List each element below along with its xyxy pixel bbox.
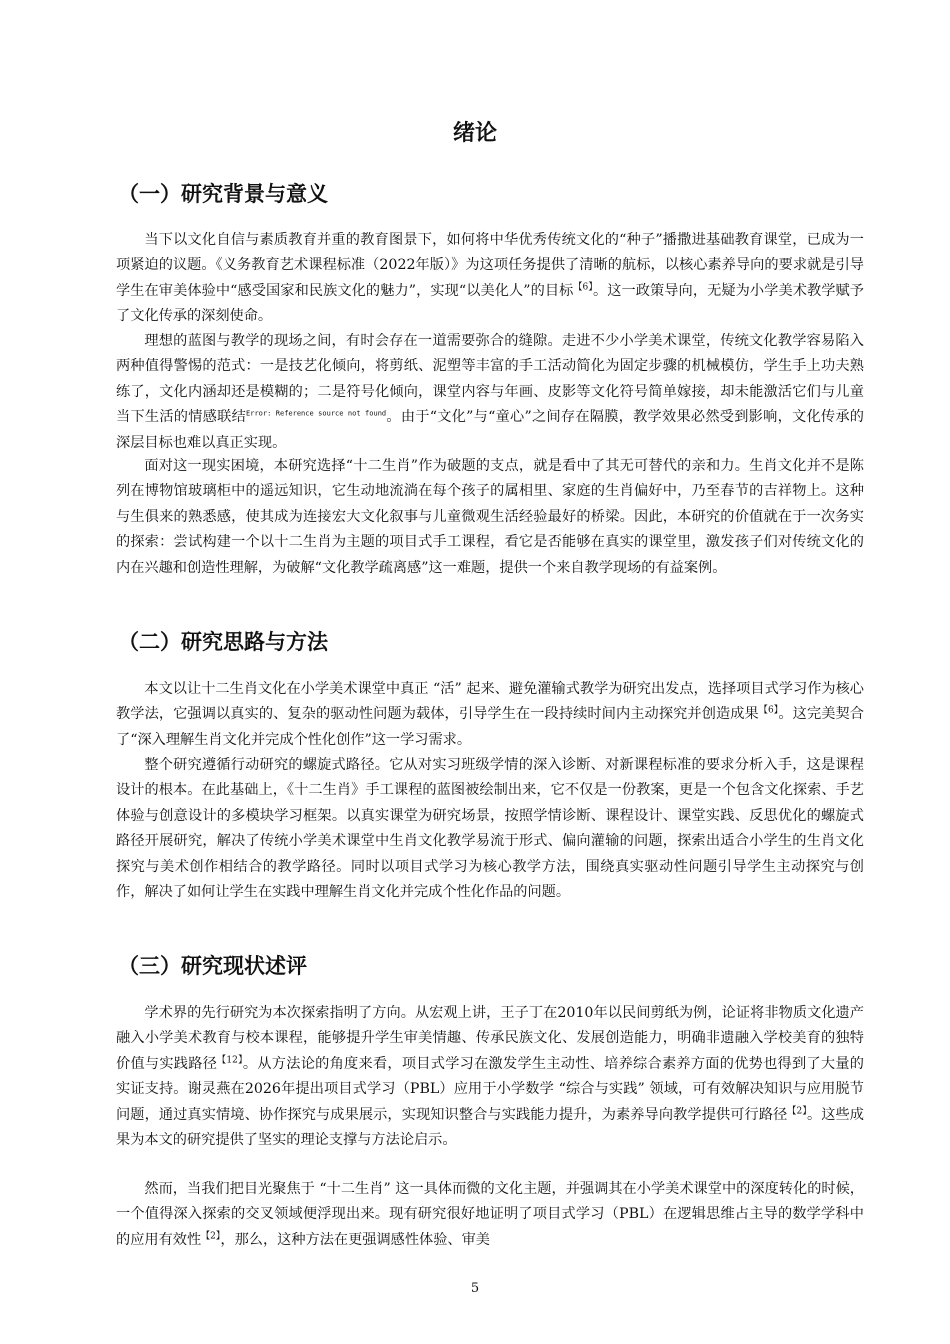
paragraph: [116, 753, 864, 905]
citation-marker: 【6】: [573, 282, 593, 293]
citation-marker: 【12】: [217, 1055, 243, 1066]
paragraph: [116, 677, 864, 753]
section-heading-review: （三）研究现状述评: [118, 954, 307, 978]
paragraph-text: 当下以文化自信与素质教育并重的教育图景下，如何将中华优秀传统文化的“种子”播撒进基础教育课堂，已成为一项紧迫的议题。《义务教育艺术课程标准（2022年版）》为这项任务提供了清晰的航标，以核心素养导向的要求就是引导学生在审美体验中“感受国家和民族文化的魅力”，实现“以美化人”的目标: [116, 232, 864, 299]
paragraph-text: 。这完美契合了“深入理解生肖文化并完成个性化创作”这一学习需求。: [116, 706, 864, 748]
section-heading-approach: （二）研究思路与方法: [118, 630, 328, 654]
paragraph-text: 。这一政策导向，无疑为小学美术教学赋予了文化传承的深刻使命。: [116, 282, 864, 325]
paragraph: [116, 1177, 864, 1253]
paragraph-text: 。由于“文化”与“童心”之间存在隔膜，教学效果必然受到影响，文化传承的深层目标也难以真正实现。: [116, 409, 864, 451]
section-heading-background: （一）研究背景与意义: [118, 182, 328, 206]
page-number: 5: [470, 1281, 480, 1296]
paragraph-text: 然而，当我们把目光聚焦于 “十二生肖” 这一具体而微的文化主题，并强调其在小学美术课堂中的深度转化的时候，一个值得深入探索的交叉领域便浮现出来。现有研究很好地证明了项目式学习（PBL）在逻辑思维占主导的数学学科中的应用有效性: [116, 1181, 864, 1248]
paragraph-text: 。这些成果为本文的研究提供了坚实的理论支撑与方法论启示。: [116, 1106, 864, 1149]
paragraph-text: 面对这一现实困境，本研究选择“十二生肖”作为破题的支点，就是看中了其无可替代的亲和力。生肖文化并不是陈列在博物馆玻璃柜中的遥远知识，它生动地流淌在每个孩子的属相里、家庭的生肖偏好中，乃至春节的吉祥物上。这种与生俱来的熟悉感，使其成为连接宏大文化叙事与儿童微观生活经验最好的桥梁。因此，本研究的价值就在于一次务实的探索：尝试构建一个以十二生肖为主题的项目式手工课程，看它是否能够在真实的课堂里，激发孩子们对传统文化的内在兴趣和创造性理解，为破解“文化教学疏离感”这一难题，提供一个来自教学现场的有益案例。: [116, 458, 864, 576]
paragraph-text: 理想的蓝图与教学的现场之间，有时会存在一道需要弥合的缝隙。走进不少小学美术课堂，传统文化教学容易陷入两种值得警惕的范式：一是技艺化倾向，将剪纸、泥塑等丰富的手工活动简化为固定步骤的机械模仿，学生手上功夫熟练了，文化内涵却还是模糊的；二是符号化倾向，课堂内容与年画、皮影等文化符号简单嫁接，却未能激活它们与儿童当下生活的情感联结: [116, 333, 864, 426]
paragraph-text: ，那么，这种方法在更强调感性体验、审美: [220, 1231, 490, 1248]
paragraph-text: 学术界的先行研究为本次探索指明了方向。从宏观上讲，王子丁在2010年以民间剪纸为例，论证将非物质文化遗产融入小学美术教育与校本课程，能够提升学生审美情趣、传承民族文化、发展创造能力，明确非遗融入学校美育的独特价值与实践路径: [116, 1005, 864, 1072]
paragraph-text: 。从方法论的角度来看，项目式学习在激发学生主动性、培养综合素养方面的优势也得到了大量的实证支持。谢灵燕在2026年提出项目式学习（PBL）应用于小学数学 “综合与实践” 领域，可有效解决知识与应用脱节问题，通过真实情境、协作探究与成果展示，实现知识整合与实践能力提升，为素养导向教学提供可行路径: [116, 1055, 864, 1123]
paragraph: [116, 329, 864, 456]
citation-marker: 【2】: [201, 1231, 221, 1242]
chapter-title: 绪论: [452, 121, 497, 146]
paragraph: [116, 228, 864, 330]
paragraph: [116, 454, 864, 581]
paragraph-text: 整个研究遵循行动研究的螺旋式路径。它从对实习班级学情的深入诊断、对新课程标准的要求分析入手，这是课程设计的根本。在此基础上，《十二生肖》手工课程的蓝图被绘制出来，它不仅是一份教案，更是一个包含文化探索、手艺体验与创意设计的多模块学习框架。以真实课堂为研究场景，按照学情诊断、课程设计、课堂实践、反思优化的螺旋式路径开展研究，解决了传统小学美术课堂中生肖文化教学易流于形式、偏向灌输的问题，探索出适合小学生的生肖文化探究与美术创作相结合的教学路径。同时以项目式学习为核心教学方法，围绕真实驱动性问题引导学生主动探究与创作，解决了如何让学生在实践中理解生肖文化并完成个性化作品的问题。: [116, 757, 864, 901]
reference-error-note: Error: Reference source not found: [246, 409, 387, 418]
citation-marker: 【2】: [787, 1105, 807, 1116]
paragraph-text: 本文以让十二生肖文化在小学美术课堂中真正 “活” 起来、避免灌输式教学为研究出发点，选择项目式学习作为核心教学法，它强调以真实的、复杂的驱动性问题为载体，引导学生在一段持续时间内主动探究并创造成果: [116, 681, 864, 723]
citation-marker: 【6】: [758, 705, 779, 716]
paragraph: [116, 1001, 864, 1153]
